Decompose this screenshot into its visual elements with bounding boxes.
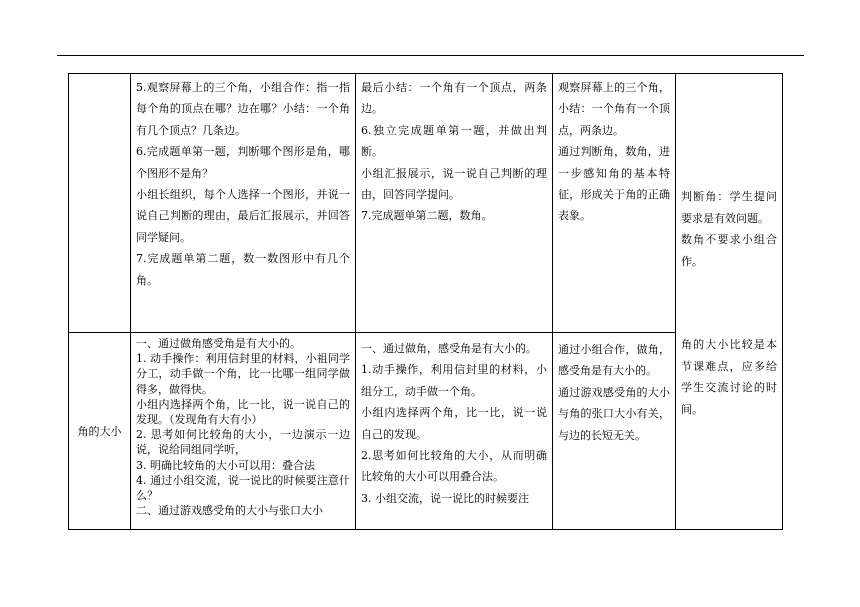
row2-col2-line: 1.动手操作，利用信封里的材料，小组分工，动手做一个角。 <box>361 363 547 398</box>
row2-col1-line: 1. 动手操作：利用信封里的材料，小祖同学分工，动手做一个角，比一比哪一组同学做得多，做得快。 <box>136 352 350 396</box>
col4-merged-cell <box>676 74 783 530</box>
row1-student-activity-cell <box>131 74 356 333</box>
col4-line: 判断角：学生提问要求是有效问题。 <box>681 190 777 225</box>
row2-col1-line: 二、通过游戏感受角的大小与张口大小 <box>136 504 323 518</box>
row2-col2-line: 一、通过做角，感受角是有大小的。 <box>361 342 537 355</box>
row1-col2-cell <box>356 74 553 333</box>
row2-col2-line: 小组内选择两个角，比一比，说一说自己的发现。 <box>361 406 547 441</box>
row1-col2-line: 7.完成题单第二题，数角。 <box>361 209 493 223</box>
row2-col1-line: 2. 思考如何比较角的大小，一边演示一边说，说给同组同学听， <box>136 428 350 457</box>
row2-col3-line: 通过游戏感受角的大小与角的张口大小有关，与边的长短无关。 <box>558 385 670 442</box>
row1-col3-line: 观察屏幕上的三个角，小结：一个角有一个顶点，两条边。 <box>558 81 670 137</box>
row2-col3-cell <box>553 333 676 530</box>
row2-col2-line: 3. 小组交流，说一说比的时候要注 <box>361 491 529 505</box>
row2-col1-line: 小组内选择两个角，比一比，说一说自己的发现。（发现角有大有小） <box>136 397 350 427</box>
row1-col2-line: 最后小结：一个角有一个顶点，两条边。 <box>361 81 547 116</box>
header-rule <box>57 55 804 56</box>
row2-col1-cell <box>131 333 356 530</box>
col4-line: 数角不要求小组合作。 <box>681 233 777 268</box>
row1-col3-line: 通过判断角，数角，进一步感知角的基本特征，形成关于角的正确表象。 <box>558 145 670 223</box>
row1-col1-line: 5.观察屏幕上的三个角，小组合作：指一指每个角的顶点在哪？边在哪？小结：一个角有几个顶点？几条边。 <box>136 81 350 137</box>
row2-label: 角的大小 <box>77 425 122 438</box>
row2-col1-line: 一、通过做角感受角是有大小的。 <box>136 337 301 350</box>
row1-col2-line: 小组汇报展示，说一说自己判断的理由，回答同学提问。 <box>361 166 547 202</box>
row2-label-cell <box>69 333 131 530</box>
row2-col1-line: 4. 通过小组交流，说一说比的时候要注意什么？ <box>136 473 350 503</box>
table-row <box>69 74 783 333</box>
row1-label-cell <box>69 74 131 333</box>
row1-col1-line: 6.完成题单第一题，判断哪个图形是角，哪个图形不是角？ <box>136 145 350 180</box>
row2-col2-line: 2.思考如何比较角的大小，从而明确比较角的大小可以用叠合法。 <box>361 449 547 484</box>
row2-col2-cell <box>356 333 553 530</box>
row1-col2-line: 6.独立完成题单第一题，并做出判断。 <box>361 123 547 159</box>
row2-col3-line: 通过小组合作，做角，感受角是有大小的。 <box>558 343 670 378</box>
row1-col3-cell <box>553 74 676 333</box>
lesson-plan-table <box>68 73 783 530</box>
row1-col1-line: 7.完成题单第二题，数一数图形中有几个角。 <box>136 252 350 287</box>
table-row <box>69 333 783 530</box>
row2-col1-line: 3. 明确比较角的大小可以用：叠合法 <box>136 458 315 472</box>
row1-col1-line: 小组长组织，每个人选择一个图形，并说一说自己判断的理由，最后汇报展示，并回答同学疑问。 <box>136 188 350 244</box>
col4-line: 角的大小比较是本节课难点，应多给学生交流讨论的时间。 <box>681 338 777 416</box>
